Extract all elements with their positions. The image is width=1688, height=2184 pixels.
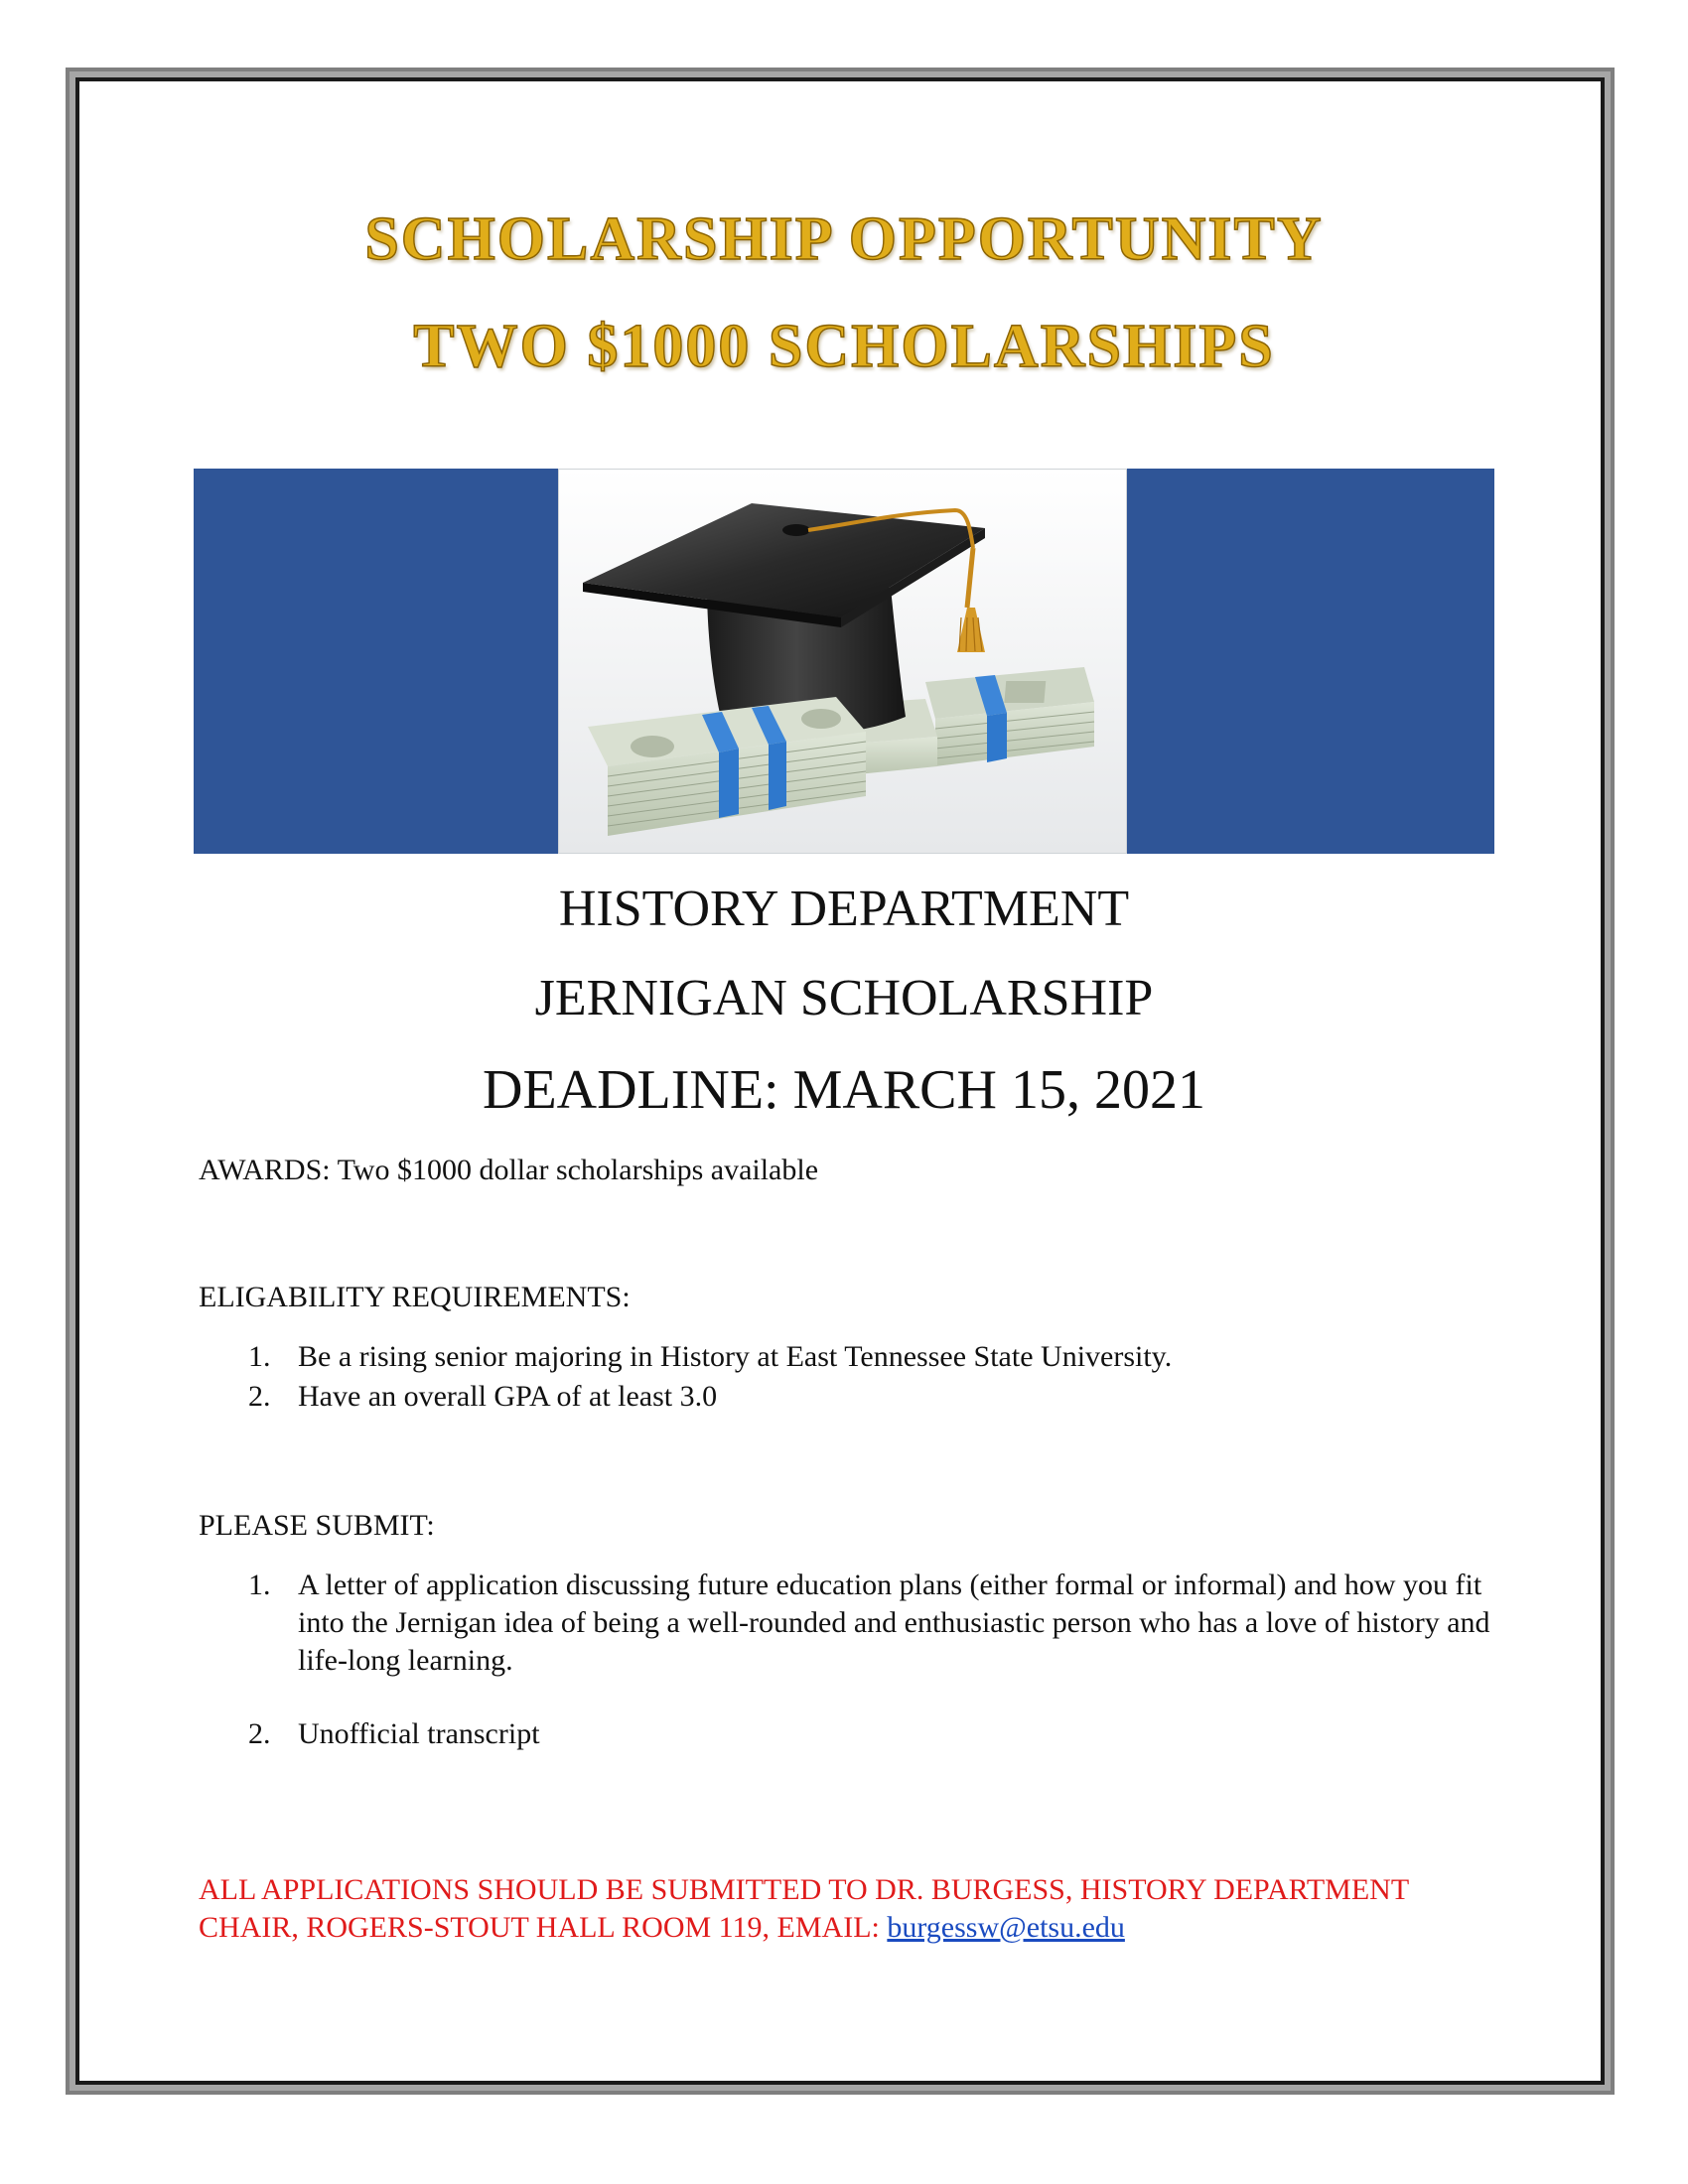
headline-line-1: SCHOLARSHIP OPPORTUNITY (364, 205, 1324, 273)
list-text: Be a rising senior majoring in History at East Tennessee State University. (298, 1340, 1173, 1373)
list-number: 2. (248, 1717, 271, 1750)
banner-left-panel (194, 469, 558, 854)
scholarship-title: JERNIGAN SCHOLARSHIP (534, 970, 1154, 1026)
eligibility-heading: ELIGABILITY REQUIREMENTS: (199, 1281, 631, 1313)
list-number: 1. (248, 1569, 271, 1601)
graduation-cap-money-image (558, 469, 1127, 854)
banner-right-panel (1127, 469, 1494, 854)
department-title: HISTORY DEPARTMENT (558, 881, 1130, 937)
submission-notice (199, 1871, 1489, 1947)
awards-text: AWARDS: Two $1000 dollar scholarships available (199, 1154, 819, 1186)
banner (194, 469, 1494, 854)
list-text: A letter of application discussing future education plans (either formal or informal) and how you fit into the Jernigan idea of being a well-rounded and enthusiastic person who has a love of history and life-long learning. (298, 1569, 1490, 1677)
list-number: 1. (248, 1340, 271, 1373)
submission-notice-text: ALL APPLICATIONS SHOULD BE SUBMITTED TO DR. BURGESS, HISTORY DEPARTMENT CHAIR, ROGERS-STOUT HALL ROOM 119, EMAIL: (199, 1873, 1409, 1944)
submit-heading: PLEASE SUBMIT: (199, 1509, 435, 1542)
deadline-title: DEADLINE: MARCH 15, 2021 (483, 1059, 1205, 1121)
email-link[interactable]: burgessw@etsu.edu (887, 1911, 1125, 1944)
list-text: Have an overall GPA of at least 3.0 (298, 1380, 718, 1413)
list-number: 2. (248, 1380, 271, 1413)
headline-line-2: TWO $1000 SCHOLARSHIPS (413, 313, 1275, 380)
list-text: Unofficial transcript (298, 1717, 540, 1750)
